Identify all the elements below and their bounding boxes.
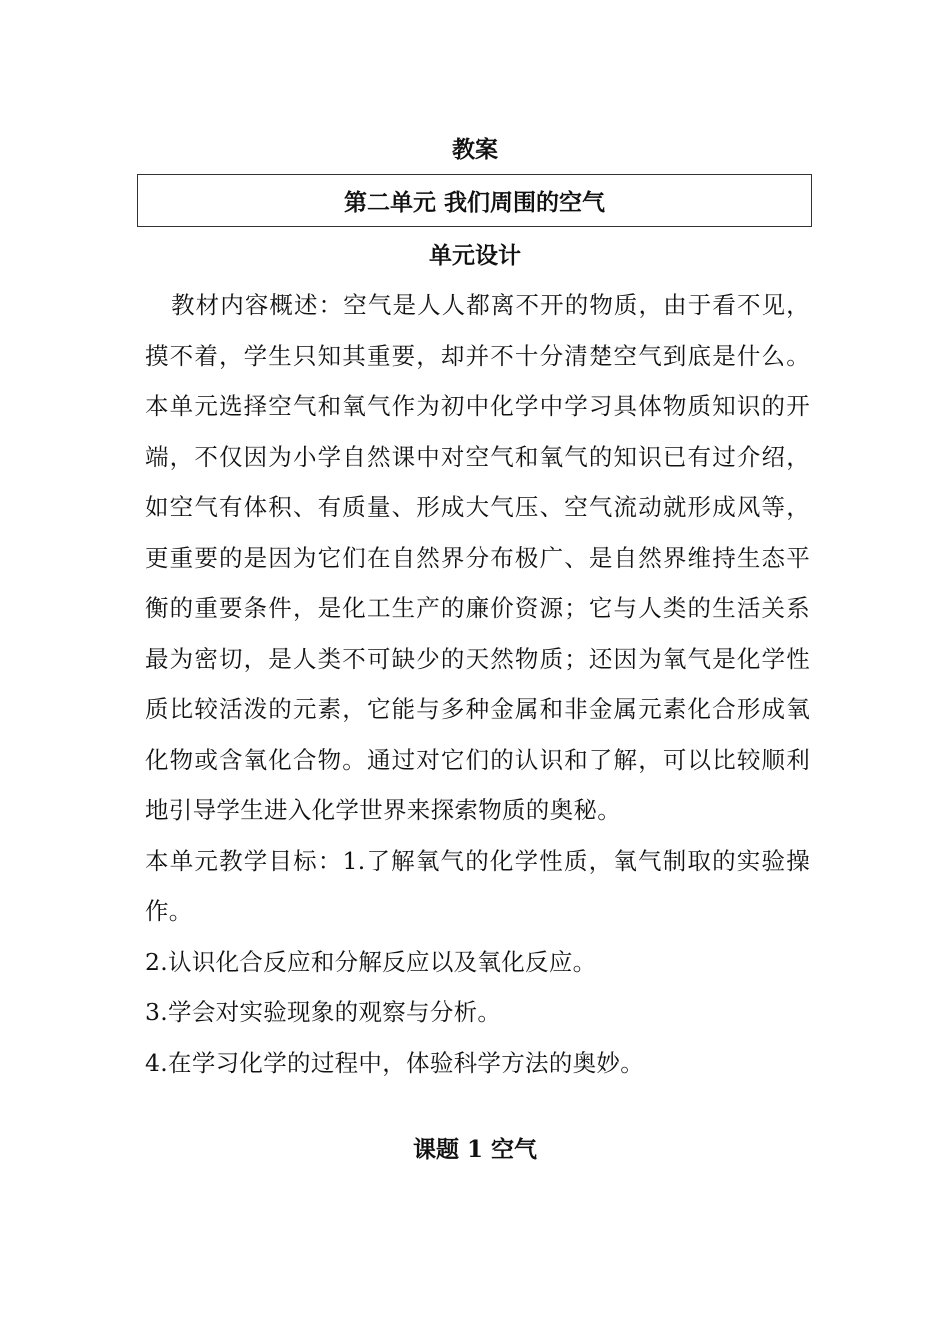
lesson-title: 课题 1 空气 [412,1136,538,1163]
document-title: 教案 [452,136,498,163]
objective-item: 本单元教学目标：1.了解氧气的化学性质，氧气制取的实验操作。 [145,846,810,925]
section-heading: 单元设计 [429,242,521,269]
unit-title-box [137,174,812,227]
objective-item: 3.学会对实验现象的观察与分析。 [145,998,502,1026]
overview-paragraph: 教材内容概述：空气是人人都离不开的物质，由于看不见，摸不着，学生只知其重要，却并不十分清楚空气到底是什么。本单元选择空气和氧气作为初中化学中学习具体物质知识的开端，不仅因为小学自然课中对空气和氧气的知识已有过介绍，如空气有体积、有质量、形成大气压、空气流动就形成风等，更重要的是因为它们在自然界分布极广、是自然界维持生态平衡的重要条件，是化工生产的廉价资源；它与人类的生活关系最为密切，是人类不可缺少的天然物质；还因为氧气是化学性质比较活泼的元素，它能与多种金属和非金属元素化合形成氧化物或含氧化合物。通过对它们的认识和了解，可以比较顺利地引导学生进入化学世界来探索物质的奥秘。 [145,291,810,824]
objective-item: 2.认识化合反应和分解反应以及氧化反应。 [145,947,597,976]
body-text [145,280,810,1088]
unit-title: 第二单元 我们周围的空气 [343,189,605,216]
objective-item: 4.在学习化学的过程中，体验科学方法的奥妙。 [145,1048,645,1077]
